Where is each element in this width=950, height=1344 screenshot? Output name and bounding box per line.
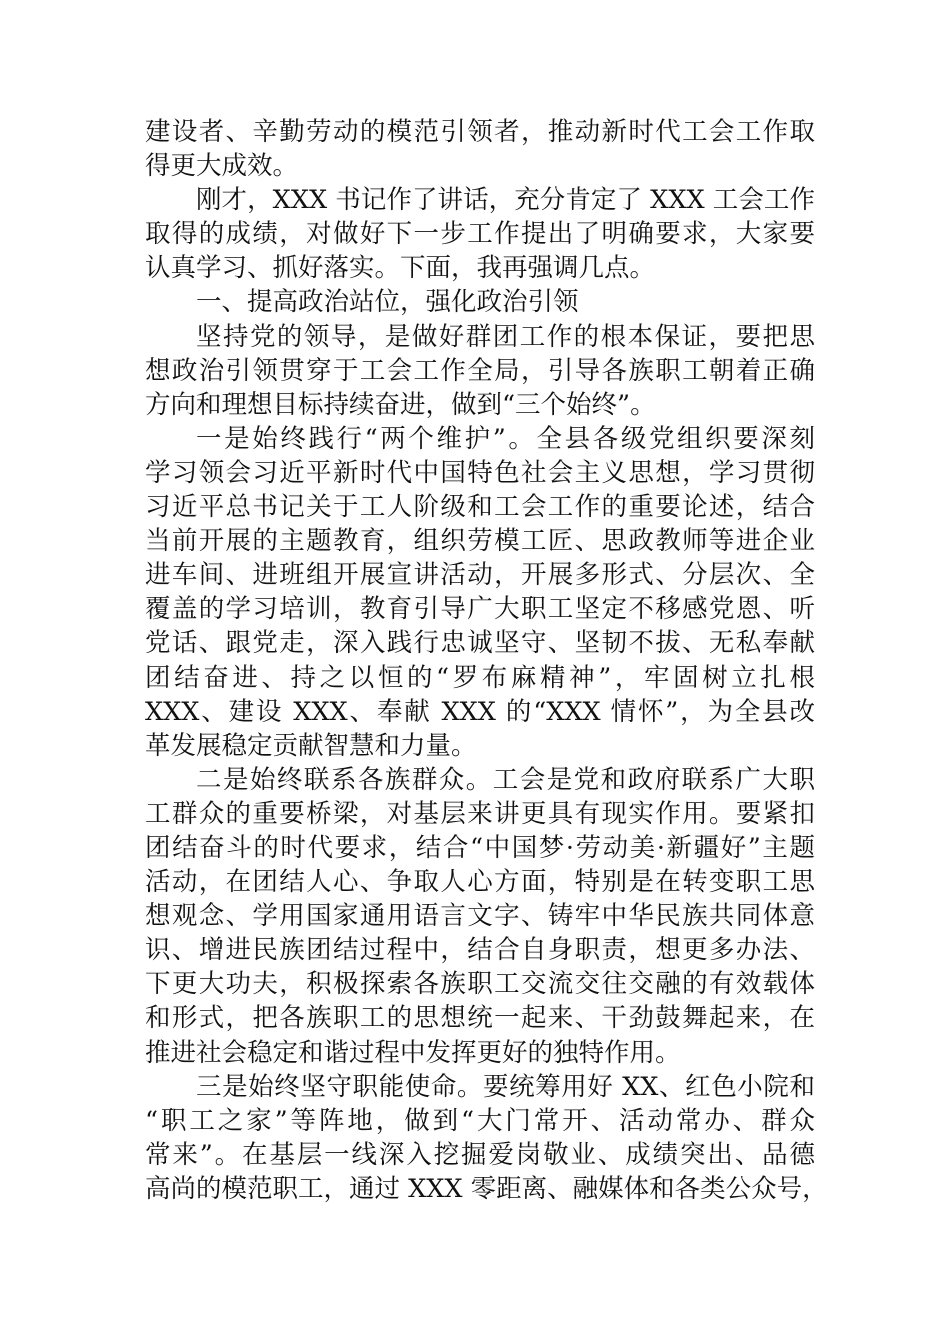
text-line: 认真学习、抓好落实。下面，我再强调几点。: [145, 253, 656, 284]
text-line: 识、增进民族团结过程中，结合自身职责，想更多办法、: [145, 935, 815, 966]
text-line: 想政治引领贯穿于工会工作全局，引导各族职工朝着正确: [145, 355, 815, 386]
text-line: 团结奋进、持之以恒的“罗布麻精神”，牢固树立扎根: [145, 662, 815, 693]
text-line: 工群众的重要桥梁，对基层来讲更具有现实作用。要紧扣: [145, 798, 815, 829]
text-line: 推进社会稳定和谐过程中发挥更好的独特作用。: [145, 1037, 681, 1068]
text-line: 想观念、学用国家通用语言文字、铸牢中华民族共同体意: [145, 901, 815, 932]
paragraph-first-line: 坚持党的领导，是做好群团工作的根本保证，要把思: [196, 321, 815, 352]
paragraph-first-line: 刚才，XXX 书记作了讲话，充分肯定了 XXX 工会工作: [196, 185, 815, 216]
text-line: XXX、建设 XXX、奉献 XXX 的“XXX 情怀”，为全县改: [145, 696, 815, 727]
text-line: 活动，在团结人心、争取人心方面，特别是在转变职工思: [145, 867, 815, 898]
text-line: 党话、跟党走，深入践行忠诚坚守、坚韧不拔、无私奉献: [145, 628, 815, 659]
text-line: 习近平总书记关于工人阶级和工会工作的重要论述，结合: [145, 492, 815, 523]
section-heading: 一、提高政治站位，强化政治引领: [196, 287, 579, 318]
text-line: 覆盖的学习培训，教育引导广大职工坚定不移感党恩、听: [145, 594, 815, 625]
text-line: 得更大成效。: [145, 151, 299, 182]
text-line: 取得的成绩，对做好下一步工作提出了明确要求，大家要: [145, 219, 815, 250]
text-line: 当前开展的主题教育，组织劳模工匠、思政教师等进企业: [145, 526, 815, 557]
text-line: 下更大功夫，积极探索各族职工交流交往交融的有效载体: [145, 969, 815, 1000]
paragraph-first-line: 二是始终联系各族群众。工会是党和政府联系广大职: [196, 764, 815, 795]
text-line: 革发展稳定贡献智慧和力量。: [145, 730, 477, 761]
paragraph-first-line: 三是始终坚守职能使命。要统筹用好 XX、红色小院和: [196, 1071, 815, 1102]
text-line: 团结奋斗的时代要求，结合“中国梦·劳动美·新疆好”主题: [145, 832, 815, 863]
text-line: 常来”。在基层一线深入挖掘爱岗敬业、成绩突出、品德: [145, 1139, 815, 1170]
text-line: “职工之家”等阵地，做到“大门常开、活动常办、群众: [145, 1105, 815, 1136]
text-line: 学习领会习近平新时代中国特色社会主义思想，学习贯彻: [145, 457, 815, 488]
paragraph-first-line: 一是始终践行“两个维护”。全县各级党组织要深刻: [196, 423, 815, 454]
text-line: 建设者、辛勤劳动的模范引领者，推动新时代工会工作取: [145, 117, 815, 147]
text-line: 方向和理想目标持续奋进，做到“三个始终”。: [145, 389, 656, 420]
speech-text-body: [145, 115, 828, 1206]
text-line: 高尚的模范职工，通过 XXX 零距离、融媒体和各类公众号，: [145, 1173, 828, 1204]
text-line: 和形式，把各族职工的思想统一起来、干劲鼓舞起来，在: [145, 1003, 815, 1034]
text-line: 进车间、进班组开展宣讲活动，开展多形式、分层次、全: [145, 560, 815, 591]
